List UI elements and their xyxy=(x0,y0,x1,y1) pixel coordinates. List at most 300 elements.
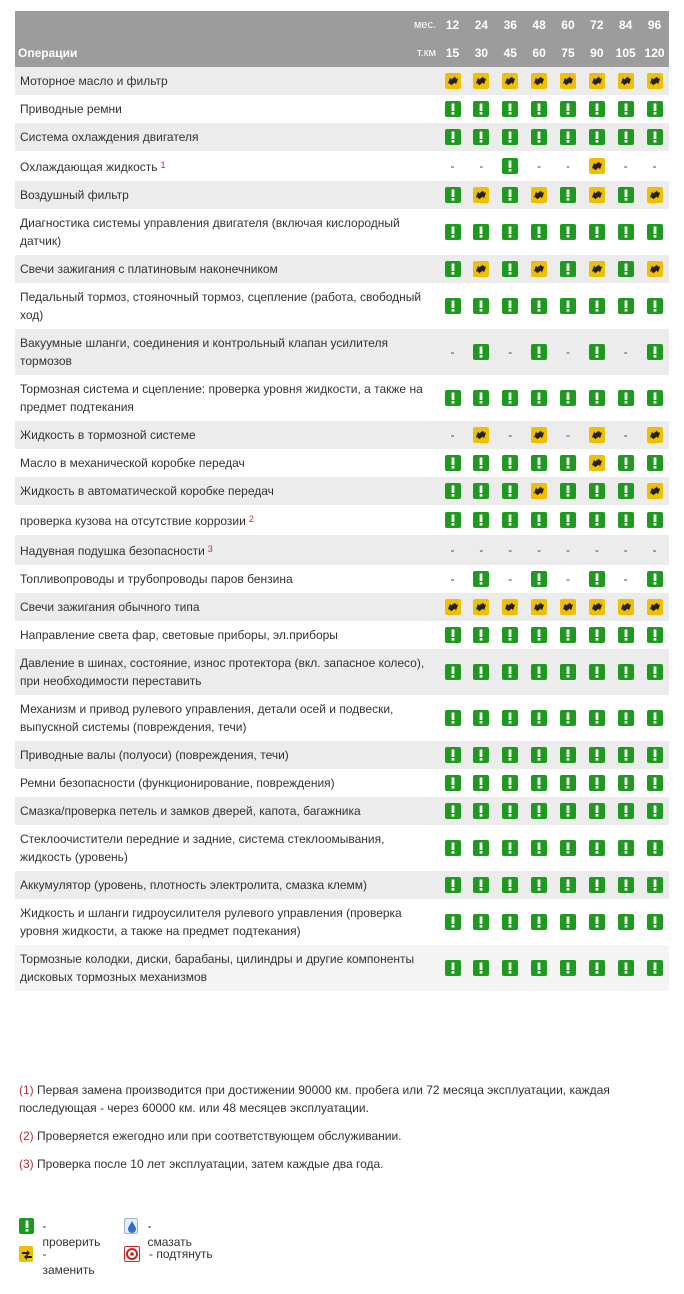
check-icon xyxy=(647,512,663,528)
interval-cell xyxy=(611,505,640,535)
operation-label: Свечи зажигания с платиновым наконечником xyxy=(20,262,278,276)
interval-cell xyxy=(438,871,467,899)
replace-icon xyxy=(589,261,605,277)
replace-icon xyxy=(531,261,547,277)
interval-cell xyxy=(525,593,554,621)
interval-cell xyxy=(611,797,640,825)
interval-cell xyxy=(640,95,669,123)
interval-cell xyxy=(438,181,467,209)
interval-cell xyxy=(525,67,554,95)
check-icon xyxy=(502,877,518,893)
check-icon xyxy=(531,960,547,976)
interval-cell xyxy=(554,329,583,375)
operation-label: Приводные валы (полуоси) (повреждения, течи) xyxy=(20,748,289,762)
legend-replace xyxy=(19,1246,96,1278)
check-icon xyxy=(445,747,461,763)
footnote-ref: 2 xyxy=(248,514,254,524)
interval-cell xyxy=(554,695,583,741)
check-icon xyxy=(647,224,663,240)
check-icon xyxy=(618,775,634,791)
operation-name xyxy=(15,255,438,283)
km-value: 30 xyxy=(467,39,496,67)
table-row xyxy=(15,375,669,421)
check-icon xyxy=(445,664,461,680)
interval-cell xyxy=(467,535,496,565)
not-applicable-dash: - xyxy=(450,159,455,173)
operation-name xyxy=(15,649,438,695)
check-icon xyxy=(502,512,518,528)
interval-cell xyxy=(611,283,640,329)
check-icon xyxy=(445,187,461,203)
interval-cell xyxy=(640,505,669,535)
interval-cell xyxy=(467,695,496,741)
interval-cell xyxy=(496,477,525,505)
interval-cell xyxy=(582,123,611,151)
interval-cell xyxy=(525,375,554,421)
check-icon xyxy=(589,627,605,643)
check-icon xyxy=(473,914,489,930)
interval-cell xyxy=(438,797,467,825)
table-row xyxy=(15,151,669,181)
interval-cell xyxy=(611,375,640,421)
km-value: 90 xyxy=(582,39,611,67)
not-applicable-dash: - xyxy=(623,428,628,442)
months-value: 48 xyxy=(525,11,554,39)
interval-cell xyxy=(640,151,669,181)
interval-cell xyxy=(496,151,525,181)
check-icon xyxy=(445,960,461,976)
interval-cell xyxy=(582,899,611,945)
not-applicable-dash: - xyxy=(594,543,599,557)
interval-cell xyxy=(496,769,525,797)
interval-cell xyxy=(438,95,467,123)
km-value: 120 xyxy=(640,39,669,67)
operation-name xyxy=(15,593,438,621)
check-icon xyxy=(445,914,461,930)
not-applicable-dash: - xyxy=(479,159,484,173)
check-icon xyxy=(618,483,634,499)
interval-cell xyxy=(611,67,640,95)
check-icon xyxy=(560,101,576,117)
not-applicable-dash: - xyxy=(537,159,542,173)
interval-cell xyxy=(467,283,496,329)
interval-cell xyxy=(554,181,583,209)
interval-cell xyxy=(554,151,583,181)
check-icon xyxy=(647,775,663,791)
operation-label: Педальный тормоз, стояночный тормоз, сцепление (работа, свободный ход) xyxy=(20,290,422,322)
check-icon xyxy=(618,877,634,893)
not-applicable-dash: - xyxy=(508,572,513,586)
replace-icon xyxy=(531,427,547,443)
operation-name xyxy=(15,505,438,535)
not-applicable-dash: - xyxy=(565,572,570,586)
interval-cell xyxy=(467,593,496,621)
interval-cell xyxy=(525,123,554,151)
not-applicable-dash: - xyxy=(565,345,570,359)
interval-cell xyxy=(640,621,669,649)
operation-name xyxy=(15,181,438,209)
footnote-text: Первая замена производится при достижении 90000 км. пробега или 72 месяца эксплуатации, каждая последующая - через 60000 км. или 48 месяцев эксплуатации. xyxy=(19,1083,610,1115)
interval-cell xyxy=(496,797,525,825)
check-icon xyxy=(502,747,518,763)
interval-cell xyxy=(438,67,467,95)
months-value: 84 xyxy=(611,11,640,39)
interval-cell xyxy=(640,797,669,825)
interval-cell xyxy=(640,123,669,151)
not-applicable-dash: - xyxy=(537,543,542,557)
not-applicable-dash: - xyxy=(565,428,570,442)
check-icon xyxy=(531,129,547,145)
check-icon xyxy=(445,224,461,240)
check-icon xyxy=(560,483,576,499)
interval-cell xyxy=(525,899,554,945)
interval-cell xyxy=(467,621,496,649)
km-value: 60 xyxy=(525,39,554,67)
interval-cell xyxy=(496,421,525,449)
check-icon xyxy=(445,298,461,314)
interval-cell xyxy=(554,535,583,565)
interval-cell xyxy=(640,565,669,593)
footnote-number: (1) xyxy=(19,1083,34,1097)
check-icon xyxy=(445,775,461,791)
interval-cell xyxy=(582,535,611,565)
operation-label: Свечи зажигания обычного типа xyxy=(20,600,200,614)
interval-cell xyxy=(467,899,496,945)
check-icon xyxy=(589,344,605,360)
check-icon xyxy=(473,224,489,240)
operation-label: Аккумулятор (уровень, плотность электролита, смазка клемм) xyxy=(20,878,368,892)
check-icon xyxy=(473,455,489,471)
not-applicable-dash: - xyxy=(508,543,513,557)
check-icon xyxy=(618,390,634,406)
interval-cell xyxy=(438,505,467,535)
check-icon xyxy=(473,664,489,680)
replace-icon xyxy=(473,427,489,443)
check-icon xyxy=(560,710,576,726)
check-icon xyxy=(473,960,489,976)
operation-name xyxy=(15,283,438,329)
interval-cell xyxy=(496,535,525,565)
operation-label: Механизм и привод рулевого управления, детали осей и подвески, выпускной системы (повреждения, течи) xyxy=(20,702,394,734)
not-applicable-dash: - xyxy=(450,428,455,442)
interval-cell xyxy=(438,741,467,769)
interval-cell xyxy=(640,283,669,329)
interval-cell xyxy=(467,95,496,123)
interval-cell xyxy=(582,67,611,95)
replace-icon xyxy=(560,73,576,89)
interval-cell xyxy=(582,741,611,769)
operation-label: Давление в шинах, состояние, износ протектора (вкл. запасное колесо), при необходимости переставить xyxy=(20,656,425,688)
interval-cell xyxy=(525,283,554,329)
interval-cell xyxy=(467,421,496,449)
interval-cell xyxy=(438,825,467,871)
check-icon xyxy=(618,512,634,528)
check-icon xyxy=(473,627,489,643)
operation-label: Направление света фар, световые приборы, эл.приборы xyxy=(20,628,338,642)
check-icon xyxy=(647,914,663,930)
interval-cell xyxy=(582,621,611,649)
interval-cell xyxy=(611,329,640,375)
interval-cell xyxy=(554,123,583,151)
interval-cell xyxy=(554,505,583,535)
operation-name xyxy=(15,945,438,991)
interval-cell xyxy=(640,899,669,945)
interval-cell xyxy=(525,797,554,825)
interval-cell xyxy=(582,209,611,255)
check-icon xyxy=(647,803,663,819)
check-icon xyxy=(502,224,518,240)
interval-cell xyxy=(438,209,467,255)
check-icon xyxy=(647,840,663,856)
operation-label: Смазка/проверка петель и замков дверей, капота, багажника xyxy=(20,804,361,818)
replace-icon xyxy=(647,261,663,277)
interval-cell xyxy=(496,505,525,535)
check-icon xyxy=(502,261,518,277)
check-icon xyxy=(647,129,663,145)
operation-name xyxy=(15,769,438,797)
interval-cell xyxy=(611,95,640,123)
operation-label: Жидкость в тормозной системе xyxy=(20,428,196,442)
interval-cell xyxy=(525,255,554,283)
check-icon xyxy=(618,261,634,277)
check-icon xyxy=(531,571,547,587)
check-icon xyxy=(19,1218,34,1234)
check-icon xyxy=(502,129,518,145)
check-icon xyxy=(445,483,461,499)
interval-cell xyxy=(438,945,467,991)
km-value: 45 xyxy=(496,39,525,67)
check-icon xyxy=(618,960,634,976)
interval-cell xyxy=(640,329,669,375)
footnote-ref: 1 xyxy=(160,160,166,170)
operation-name xyxy=(15,123,438,151)
check-icon xyxy=(531,390,547,406)
interval-cell xyxy=(640,535,669,565)
footnote-number: (3) xyxy=(19,1157,34,1171)
operation-name xyxy=(15,825,438,871)
interval-cell xyxy=(582,649,611,695)
check-icon xyxy=(589,747,605,763)
interval-cell xyxy=(582,255,611,283)
interval-cell xyxy=(582,375,611,421)
interval-cell xyxy=(611,565,640,593)
operation-label: Топливопроводы и трубопроводы паров бензина xyxy=(20,572,293,586)
interval-cell xyxy=(582,945,611,991)
check-icon xyxy=(589,483,605,499)
check-icon xyxy=(560,627,576,643)
interval-cell xyxy=(582,329,611,375)
table-row xyxy=(15,255,669,283)
interval-cell xyxy=(467,797,496,825)
interval-cell xyxy=(496,123,525,151)
check-icon xyxy=(589,840,605,856)
months-value: 36 xyxy=(496,11,525,39)
interval-cell xyxy=(554,649,583,695)
interval-cell xyxy=(554,209,583,255)
interval-cell xyxy=(640,477,669,505)
operation-name xyxy=(15,209,438,255)
not-applicable-dash: - xyxy=(450,345,455,359)
footnote-number: (2) xyxy=(19,1129,34,1143)
check-icon xyxy=(531,101,547,117)
km-value: 15 xyxy=(438,39,467,67)
replace-icon xyxy=(647,73,663,89)
not-applicable-dash: - xyxy=(623,543,628,557)
interval-cell xyxy=(640,181,669,209)
km-label: т.км xyxy=(402,39,439,67)
operation-name xyxy=(15,477,438,505)
check-icon xyxy=(502,455,518,471)
interval-cell xyxy=(496,593,525,621)
table-row xyxy=(15,593,669,621)
check-icon xyxy=(473,483,489,499)
table-row xyxy=(15,899,669,945)
check-icon xyxy=(647,710,663,726)
check-icon xyxy=(560,187,576,203)
operation-name xyxy=(15,375,438,421)
interval-cell xyxy=(496,67,525,95)
months-value: 72 xyxy=(582,11,611,39)
check-icon xyxy=(445,101,461,117)
interval-cell xyxy=(640,67,669,95)
interval-cell xyxy=(467,209,496,255)
check-icon xyxy=(445,261,461,277)
replace-icon xyxy=(589,599,605,615)
interval-cell xyxy=(611,151,640,181)
legend-lubricate-label: - смазать xyxy=(147,1219,192,1249)
interval-cell xyxy=(467,181,496,209)
check-icon xyxy=(647,747,663,763)
interval-cell xyxy=(496,695,525,741)
not-applicable-dash: - xyxy=(623,572,628,586)
interval-cell xyxy=(640,825,669,871)
interval-cell xyxy=(554,769,583,797)
replace-icon xyxy=(19,1246,33,1262)
interval-cell xyxy=(438,593,467,621)
interval-cell xyxy=(554,421,583,449)
replace-icon xyxy=(589,158,605,174)
check-icon xyxy=(589,129,605,145)
interval-cell xyxy=(611,209,640,255)
operation-label: Жидкость в автоматической коробке передач xyxy=(20,484,274,498)
operation-label: Диагностика системы управления двигателя (включая кислородный датчик) xyxy=(20,216,400,248)
check-icon xyxy=(589,571,605,587)
operation-name xyxy=(15,95,438,123)
header-months-row xyxy=(15,11,669,39)
check-icon xyxy=(531,803,547,819)
check-icon xyxy=(502,483,518,499)
check-icon xyxy=(618,664,634,680)
interval-cell xyxy=(496,899,525,945)
interval-cell xyxy=(611,945,640,991)
replace-icon xyxy=(589,187,605,203)
check-icon xyxy=(647,455,663,471)
operation-name xyxy=(15,151,438,181)
interval-cell xyxy=(496,621,525,649)
interval-cell xyxy=(467,255,496,283)
interval-cell xyxy=(438,649,467,695)
check-icon xyxy=(473,747,489,763)
operation-label: Ремни безопасности (функционирование, повреждения) xyxy=(20,776,335,790)
check-icon xyxy=(531,710,547,726)
check-icon xyxy=(473,775,489,791)
operation-name xyxy=(15,899,438,945)
check-icon xyxy=(473,298,489,314)
check-icon xyxy=(531,344,547,360)
table-row xyxy=(15,505,669,535)
interval-cell xyxy=(467,123,496,151)
interval-cell xyxy=(467,769,496,797)
table-row xyxy=(15,621,669,649)
replace-icon xyxy=(589,455,605,471)
interval-cell xyxy=(640,449,669,477)
interval-cell xyxy=(467,825,496,871)
interval-cell xyxy=(554,797,583,825)
months-value: 96 xyxy=(640,11,669,39)
footnote-text: Проверка после 10 лет эксплуатации, затем каждые два года. xyxy=(37,1157,384,1171)
replace-icon xyxy=(473,187,489,203)
check-icon xyxy=(618,914,634,930)
months-label: мес. xyxy=(402,11,439,39)
interval-cell xyxy=(582,421,611,449)
interval-cell xyxy=(640,649,669,695)
interval-cell xyxy=(582,283,611,329)
interval-cell xyxy=(467,505,496,535)
check-icon xyxy=(445,840,461,856)
table-row xyxy=(15,769,669,797)
interval-cell xyxy=(438,621,467,649)
operation-name xyxy=(15,871,438,899)
schedule-body xyxy=(15,67,669,991)
replace-icon xyxy=(618,73,634,89)
interval-cell xyxy=(467,741,496,769)
replace-icon xyxy=(473,261,489,277)
check-icon xyxy=(618,803,634,819)
interval-cell xyxy=(611,449,640,477)
footnotes xyxy=(19,1081,649,1183)
interval-cell xyxy=(525,741,554,769)
interval-cell xyxy=(554,449,583,477)
interval-cell xyxy=(525,565,554,593)
interval-cell xyxy=(438,329,467,375)
interval-cell xyxy=(611,255,640,283)
check-icon xyxy=(531,877,547,893)
replace-icon xyxy=(502,73,518,89)
not-applicable-dash: - xyxy=(450,543,455,557)
check-icon xyxy=(647,664,663,680)
footnote-ref: 3 xyxy=(207,544,213,554)
interval-cell xyxy=(438,477,467,505)
operation-label: Воздушный фильтр xyxy=(20,188,129,202)
interval-cell xyxy=(496,283,525,329)
check-icon xyxy=(560,455,576,471)
table-row xyxy=(15,421,669,449)
check-icon xyxy=(589,298,605,314)
interval-cell xyxy=(611,695,640,741)
interval-cell xyxy=(554,899,583,945)
table-row xyxy=(15,181,669,209)
footnote-1 xyxy=(19,1081,649,1117)
table-row xyxy=(15,797,669,825)
replace-icon xyxy=(445,599,461,615)
legend-replace-label: - заменить xyxy=(42,1247,95,1277)
check-icon xyxy=(445,710,461,726)
interval-cell xyxy=(582,151,611,181)
check-icon xyxy=(589,664,605,680)
interval-cell xyxy=(525,769,554,797)
check-icon xyxy=(531,224,547,240)
interval-cell xyxy=(611,871,640,899)
